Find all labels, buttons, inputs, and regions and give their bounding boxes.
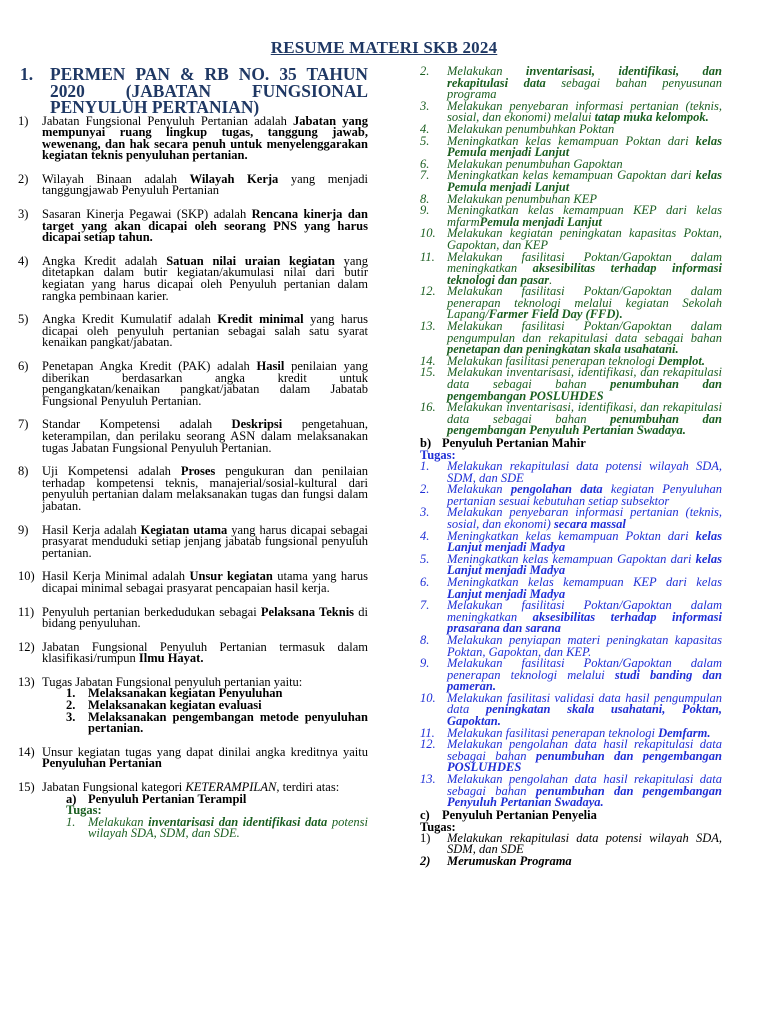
- terampil-task-item: [420, 321, 722, 356]
- task-text: [447, 402, 722, 437]
- task-plain: Melakukan fasilitasi Poktan/Gapoktan dalam penerapan teknologi melalui: [447, 656, 722, 682]
- task-plain: Melakukan fasilitasi validasi data hasil pengumpulan data: [447, 690, 722, 717]
- task-plain: Melakukan penumbuhan Gapoktan: [447, 156, 623, 171]
- item-bold: Wilayah Kerja: [189, 171, 279, 186]
- mahir-task-item: [420, 739, 722, 774]
- task-text: [447, 170, 722, 193]
- mahir-task-item: [420, 658, 722, 693]
- item-text: [42, 571, 368, 594]
- task-plain: Melakukan fasilitasi Poktan/Gapoktan dalam penerapan teknologi melalui kegiatan Sekolah Lapang/: [447, 284, 722, 322]
- mahir-task-item: [420, 774, 722, 809]
- task-number: 4.: [420, 528, 430, 543]
- terampil-task-item: [18, 814, 368, 841]
- task-number: 9.: [420, 656, 430, 671]
- definition-item: [18, 604, 368, 631]
- task-text: [447, 690, 722, 729]
- task-text: [447, 528, 722, 555]
- item-number: 11): [18, 604, 35, 619]
- item-bold: Proses: [180, 464, 216, 479]
- task-text: [447, 507, 722, 530]
- sub-b-tugas: Tugas:: [420, 448, 456, 462]
- terampil-task-item: [420, 286, 722, 321]
- item-plain: Unsur kegiatan tugas yang dapat dinilai angka kreditnya yaitu: [42, 744, 368, 759]
- sub-c-title: Penyuluh Pertanian Penyelia: [442, 807, 597, 822]
- item-tail: , terdiri atas:: [276, 780, 340, 795]
- task-text: [447, 321, 722, 356]
- mahir-task-item: [420, 507, 722, 530]
- task-tail: sebagai bahan penyusunan programa: [447, 75, 722, 102]
- terampil-task-item: [420, 170, 722, 193]
- task-bold: penumbuhan dan pengembangan Penyuluh Pertanian Swadaya.: [447, 411, 723, 438]
- task-text: [447, 461, 722, 484]
- task-bold: penetapan dan peningkatan skala usahatani.: [447, 342, 679, 357]
- item-text: [42, 522, 368, 560]
- task-number: 14.: [420, 353, 436, 368]
- item-bold: Unsur kegiatan: [189, 569, 273, 584]
- task-number: 12.: [420, 737, 436, 752]
- task-bold: kelas Pemula menjadi Lanjut: [447, 133, 722, 160]
- mahir-task-list: [420, 461, 722, 809]
- task-number: 10.: [420, 690, 436, 705]
- task-plain: Melakukan penyiapan materi peningkatan kapasitas Poktan, Gapoktan, dan KEP.: [447, 632, 722, 659]
- task-plain: Meningkatkan kelas kemampuan KEP dari kelas: [447, 574, 722, 589]
- task-plain: Melakukan: [447, 64, 526, 78]
- task-number: 11.: [420, 249, 435, 264]
- task-plain: Meningkatkan kelas kemampuan Poktan dari: [447, 133, 696, 148]
- definition-item: [18, 466, 368, 512]
- item-text: [42, 419, 368, 454]
- task-number: 6.: [420, 574, 430, 589]
- task-bold: Demfarm.: [658, 725, 711, 740]
- task-text: [447, 286, 722, 321]
- item-plain: Jabatan Fungsional Penyuluh Pertanian termasuk dalam klasifikasi/rumpun: [42, 639, 368, 666]
- task-number: 7.: [420, 598, 430, 613]
- task-plain: Melakukan fasilitasi penerapan teknologi: [447, 353, 659, 368]
- item-number: 12): [18, 639, 35, 654]
- item-plain: Hasil Kerja Minimal adalah: [42, 569, 190, 584]
- task-number: 2.: [420, 64, 430, 78]
- definition-item: [18, 361, 368, 407]
- item15-sub: [18, 791, 368, 841]
- penyelia-task-item: [420, 830, 722, 857]
- task-text: [447, 133, 722, 160]
- item-plain: Penetapan Angka Kredit (PAK) adalah: [42, 359, 257, 373]
- task-bold: secara massal: [553, 516, 626, 531]
- task-number: 15.: [420, 365, 436, 380]
- item-plain: Tugas Jabatan Fungsional penyuluh pertanian yaitu:: [42, 674, 303, 689]
- item-number: 15): [18, 780, 35, 795]
- task-tail: .: [549, 272, 553, 287]
- item-text: [42, 113, 368, 163]
- task-text: [447, 856, 722, 868]
- item-number: 7): [18, 417, 29, 432]
- task-text: [447, 574, 722, 601]
- task-bold: kelas Lanjut menjadi Madya: [447, 528, 722, 555]
- task-bold: tatap muka kelompok.: [594, 110, 709, 125]
- item-text: [42, 253, 368, 303]
- task-number: 11.: [420, 725, 435, 740]
- task-bold: penumbuhan dan pengembangan POSLUHDES: [447, 748, 722, 775]
- item-number: 14): [18, 744, 35, 759]
- task-bold: Merumuskan Programa: [447, 854, 572, 868]
- item-tail: pengukuran dan penilaian terhadap kompetensi teknis, manajerial/sosial-kultural dari penyuluh pertanian dalam melaksanakan tugas dan fungsi dalam jabatan.: [42, 464, 368, 513]
- section-title: PERMEN PAN & RB NO. 35 TAHUN 2020 (JABATAN FUNGSIONAL PENYULUH PERTANIAN): [50, 64, 368, 117]
- task-bold: studi banding dan pameran.: [447, 667, 722, 694]
- task-text: [447, 249, 722, 287]
- task-number: 13.: [420, 319, 436, 334]
- item-tail: yang harus dicapai oleh penyuluh pertanian sebagai salah satu syarat kenaikan pangkat/jabatan.: [42, 312, 368, 350]
- task-number: 3.: [420, 98, 430, 113]
- task-plain: Melakukan rekapitulasi data potensi wilayah SDA, SDM, dan SDE: [447, 830, 722, 857]
- mahir-task-item: [420, 574, 722, 601]
- item-number: 2): [18, 171, 29, 186]
- item-plain: Uji Kompetensi adalah: [42, 464, 181, 479]
- task-plain: Melakukan pengolahan data hasil rekapitulasi data sebagai bahan: [447, 737, 722, 763]
- task-bold: inventarisasi, identifikasi, dan rekapitulasi data: [447, 64, 722, 90]
- right-column: [420, 66, 722, 868]
- task-plain: Melakukan fasilitasi Poktan/Gapoktan dalam meningkatkan: [447, 598, 722, 624]
- task-text: [447, 484, 722, 507]
- task-plain: Melakukan penyebaran informasi pertanian (teknis, sosial, dan ekonomi) melalui: [447, 98, 722, 125]
- item-text: [42, 209, 368, 244]
- task-plain: Melakukan inventarisasi, identifikasi, dan rekapitulasi data sebagai bahan: [447, 400, 722, 426]
- item-bold: Satuan nilai uraian kegiatan: [166, 253, 335, 268]
- item-text: [42, 466, 368, 512]
- item-tail: utama yang harus dicapai minimal sebagai prasyarat pencapaian hasil kerja.: [42, 569, 368, 595]
- item-text: [42, 171, 368, 198]
- section-heading: [18, 66, 368, 116]
- mahir-task-item: [420, 600, 722, 635]
- item-tail: yang harus dicapai sebagai prasyarat menduduki setiap jenjang jabatab fungsional penyuluh pertanian.: [42, 522, 368, 560]
- task-text: [447, 551, 722, 578]
- task-plain: Melakukan penumbuhan KEP: [447, 191, 597, 206]
- task-number: 5.: [420, 551, 430, 566]
- task-number: 10.: [420, 226, 436, 241]
- sub-a-title: Penyuluh Pertanian Terampil: [88, 791, 247, 806]
- item-text: [42, 744, 368, 771]
- task-number: 7.: [420, 168, 430, 183]
- task-plain: Meningkatkan kelas kemampuan Gapoktan dari: [447, 551, 696, 566]
- sub-b-title: Penyuluh Pertanian Mahir: [442, 436, 586, 450]
- left-column: [18, 66, 368, 840]
- task-text: [447, 205, 722, 228]
- task-text: [447, 632, 722, 659]
- page-title: RESUME MATERI SKB 2024: [270, 38, 498, 57]
- task-bold: aksesibilitas terhadap informasi teknologi dan pasar: [447, 261, 722, 287]
- sub-a-label: a): [66, 791, 77, 806]
- task-plain: Meningkatkan kelas kemampuan Poktan dari: [447, 528, 696, 543]
- task-text: [447, 66, 722, 101]
- item-number: 4): [18, 253, 29, 268]
- item-number: 1): [18, 113, 29, 128]
- penyelia-task-list: [420, 830, 722, 868]
- item-number: 13): [18, 674, 35, 689]
- task-number: 9.: [420, 203, 430, 218]
- mahir-task-item: [420, 484, 722, 507]
- sub-a-tugas: Tugas:: [66, 803, 102, 818]
- item-number: 6): [18, 359, 29, 373]
- item-bold: Kegiatan utama: [140, 522, 228, 537]
- task-plain: Melakukan kegiatan peningkatan kapasitas Poktan, Gapoktan, dan KEP: [447, 226, 722, 252]
- subitem-number: 3.: [66, 709, 76, 724]
- task-number: 8.: [420, 632, 430, 647]
- definition-item: [18, 314, 368, 349]
- terampil-task-item: [420, 98, 722, 125]
- task-plain: Melakukan fasilitasi penerapan teknologi: [447, 725, 659, 740]
- sub-c-tugas: Tugas:: [420, 819, 456, 834]
- subitem-text: Melaksanakan kegiatan Penyuluhan: [88, 686, 283, 701]
- task-bold: kelas Pemula menjadi Lanjut: [447, 168, 722, 194]
- task-bold: Pemula menjadi Lanjut: [479, 214, 602, 229]
- tugas-subitem: [18, 709, 368, 736]
- item-tail: pengetahuan, keterampilan, dan perilaku seorang ASN dalam melaksanakan tugas Jabatan Fungsional Penyuluh Pertanian.: [42, 417, 368, 455]
- item-text: [42, 361, 368, 407]
- terampil-task-list: [420, 66, 722, 437]
- penyelia-task-item: [420, 856, 722, 868]
- item-bold: Penyuluhan Pertanian: [42, 756, 162, 771]
- subitem-number: 1.: [66, 686, 76, 701]
- task-plain: Melakukan pengolahan data hasil rekapitulasi data sebagai bahan: [447, 772, 722, 798]
- item-plain: Angka Kredit adalah: [42, 253, 167, 268]
- item-plain: Wilayah Binaan adalah: [42, 171, 190, 186]
- task-number: 1): [420, 830, 431, 845]
- task-number: 16.: [420, 400, 436, 415]
- task-plain: Melakukan: [447, 482, 511, 497]
- task-plain: Melakukan penyebaran informasi pertanian (teknis, sosial, dan ekonomi): [447, 505, 722, 531]
- definition-item: [18, 639, 368, 666]
- definition-item: [18, 209, 368, 244]
- terampil-task-item: [420, 402, 722, 437]
- task-number: 2.: [420, 482, 430, 497]
- task-text: [447, 739, 722, 774]
- item-bold: Hasil: [256, 359, 285, 373]
- definition-item: [18, 253, 368, 303]
- task-number: 4.: [420, 121, 430, 136]
- task-bold: Lanjut menjadi Madya: [447, 586, 566, 601]
- section-number: 1.: [20, 64, 34, 84]
- definition-item: [18, 171, 368, 198]
- task-text: [447, 774, 722, 809]
- terampil-task-item: [420, 367, 722, 402]
- mahir-task-item: [420, 632, 722, 659]
- sub-b-label: b): [420, 436, 432, 450]
- definition-item: [18, 571, 368, 594]
- item-plain: Jabatan Fungsional kategori: [42, 780, 186, 795]
- mahir-task-item: [420, 461, 722, 484]
- item-italic: KETERAMPILAN: [185, 780, 277, 795]
- task-text: [447, 658, 722, 693]
- task-plain: Melakukan fasilitasi Poktan/Gapoktan dalam meningkatkan: [447, 249, 722, 276]
- task-text: [88, 814, 368, 841]
- item-number: 10): [18, 569, 35, 584]
- tugas-sublist: [18, 688, 368, 734]
- terampil-task-item: [420, 228, 722, 251]
- item-plain: Angka Kredit Kumulatif adalah: [42, 312, 218, 327]
- task-bold: pengolahan data: [510, 482, 603, 497]
- task-text: [447, 228, 722, 251]
- item-text: [42, 314, 368, 349]
- task-tail: potensi wilayah SDA, SDM, dan SDE.: [88, 814, 368, 841]
- item-plain: Standar Kompetensi adalah: [42, 417, 232, 432]
- task-text: [447, 830, 722, 857]
- sub-c-heading: [420, 809, 722, 821]
- task-plain: Melakukan penumbuhkan Poktan: [447, 121, 615, 136]
- item-bold: Jabatan yang mempunyai ruang lingkup tugas, tanggung jawab, wewenang, dan hak secara penuh untuk menyelenggarakan kegiatan teknis penyuluhan pertanian.: [42, 113, 368, 163]
- item-number: 5): [18, 312, 29, 327]
- task-text: [447, 600, 722, 635]
- task-number: 13.: [420, 772, 436, 787]
- sub-c-label: c): [420, 807, 430, 822]
- item-plain: Penyuluh pertanian berkedudukan sebagai: [42, 604, 261, 619]
- item-number: 3): [18, 207, 29, 222]
- task-plain: Melakukan: [88, 814, 149, 829]
- item-plain: Jabatan Fungsional Penyuluh Pertanian adalah: [42, 113, 294, 128]
- task-plain: Melakukan inventarisasi, identifikasi, dan rekapitulasi data sebagai bahan: [447, 365, 722, 392]
- task-bold: penumbuhan dan pengembangan Penyuluh Pertanian Swadaya.: [447, 783, 722, 810]
- subitem-text: Melaksanakan pengembangan metode penyuluhan pertanian.: [88, 709, 368, 736]
- task-bold: aksesibilitas terhadap informasi prasarana dan sarana: [447, 609, 722, 636]
- item-tail: yang menjadi tanggungjawab Penyuluh Pertanian: [42, 171, 368, 198]
- terampil-task-item: [420, 205, 722, 228]
- task-number: 8.: [420, 191, 430, 206]
- item-tail: di bidang penyuluhan.: [42, 604, 368, 631]
- task-bold: Farmer Field Day (FFD).: [488, 307, 623, 322]
- mahir-task-item: [420, 528, 722, 555]
- item-number: 8): [18, 464, 29, 479]
- terampil-task-item: [420, 249, 722, 287]
- item-text: [42, 639, 368, 666]
- task-number: 3.: [420, 505, 430, 520]
- definition-item: [18, 522, 368, 560]
- task-plain: Meningkatkan kelas kemampuan Gapoktan dari: [447, 168, 696, 183]
- task-number: 1.: [420, 459, 430, 473]
- terampil-task-item: [420, 133, 722, 160]
- item-bold: Deskripsi: [231, 417, 283, 432]
- task-number: 6.: [420, 156, 430, 171]
- task-number: 5.: [420, 133, 430, 148]
- task-bold: kelas Lanjut menjadi Madya: [447, 551, 722, 578]
- task-plain: Melakukan rekapitulasi data potensi wilayah SDA, SDM, dan SDE: [447, 459, 722, 485]
- item-tail: penilaian yang diberikan berdasarkan angka kredit untuk pengangkatan/kenaikan pangkat/jabatan dalam Jabatab Fungsional Penyuluh Pertanian.: [42, 359, 368, 408]
- task-bold: inventarisasi dan identifikasi data: [148, 814, 328, 829]
- task-number: 1.: [66, 814, 76, 829]
- item-number: 9): [18, 522, 29, 537]
- sub-b-heading: [420, 437, 722, 449]
- task-text: [447, 367, 722, 402]
- subitem-number: 2.: [66, 698, 76, 713]
- task-plain: Melakukan fasilitasi Poktan/Gapoktan dalam pengumpulan dan rekapitulasi data sebagai bahan: [447, 319, 722, 345]
- task-number: 12.: [420, 284, 436, 299]
- item-bold: Kredit minimal: [217, 312, 304, 327]
- mahir-task-item: [420, 551, 722, 578]
- task-bold: peningkatan skala usahatani, Poktan, Gapoktan.: [447, 702, 722, 729]
- definition-item: [18, 744, 368, 771]
- item-bold: Rencana kinerja dan target yang akan dicapai oleh seorang PNS yang harus dicapai setiap tahun.: [42, 207, 368, 245]
- task-plain: Meningkatkan kelas kemampuan KEP dari kelas mfarm: [447, 203, 722, 229]
- definition-list: [18, 113, 368, 841]
- definition-item: [18, 419, 368, 454]
- mahir-task-item: [420, 690, 722, 729]
- task-text: [447, 98, 722, 125]
- task-number: 2): [420, 854, 431, 868]
- item-text: [42, 604, 368, 631]
- task-bold: penumbuhan dan pengembangan POSLUHDES: [447, 377, 723, 403]
- item-plain: Sasaran Kinerja Pegawai (SKP) adalah: [42, 207, 252, 222]
- task-bold: Demplot.: [658, 353, 705, 368]
- item-bold: Ilmu Hayat.: [138, 651, 204, 666]
- item-bold: Pelaksana Teknis: [260, 604, 355, 619]
- definition-item: [18, 113, 368, 163]
- item-plain: Hasil Kerja adalah: [42, 522, 141, 537]
- subitem-text: Melaksanakan kegiatan evaluasi: [88, 698, 262, 713]
- item-tail: yang ditetapkan dalam butir kegiatan/akumulasi nilai dari butir kegiatan yang harus dicapai oleh Penyuluh pertanian dalam rangka pembinaan karier.: [42, 253, 368, 303]
- terampil-task-item: [420, 66, 722, 101]
- task-tail: kegiatan Penyuluhan pertanian sesuai kebutuhan setiap subsektor: [447, 482, 723, 508]
